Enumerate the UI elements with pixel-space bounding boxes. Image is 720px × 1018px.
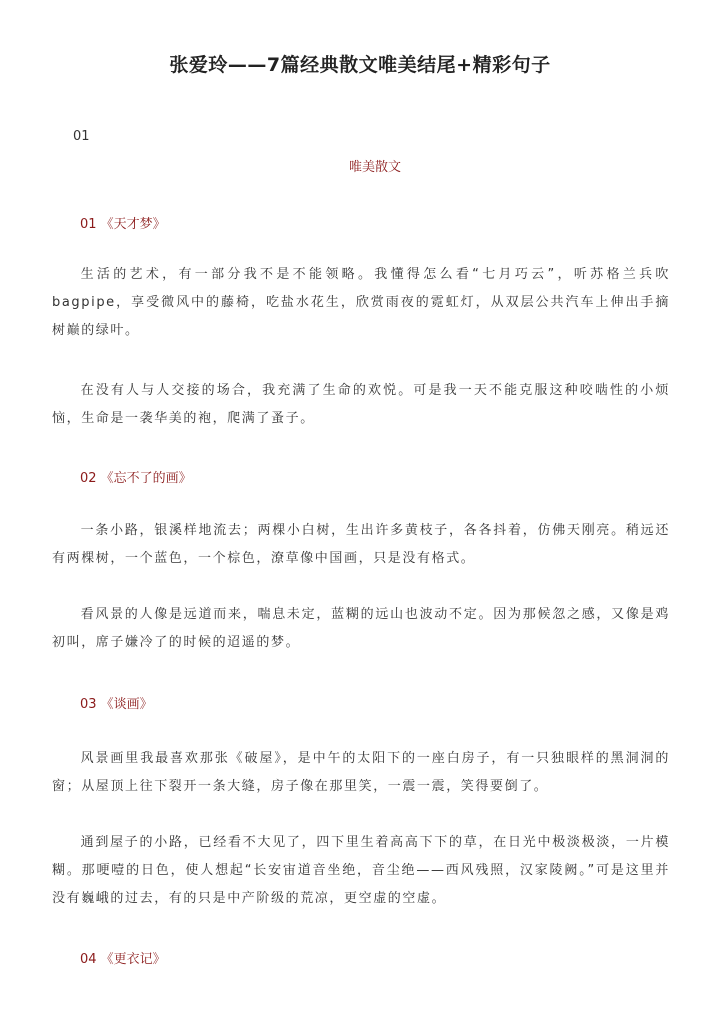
- section-heading: 04 《更衣记》: [80, 952, 166, 967]
- page-title: 张爱玲——7篇经典散文唯美结尾+精彩句子: [169, 54, 551, 76]
- paragraph: 看风景的人像是远道而来，喘息未定，蓝糊的远山也波动不定。因为那候忽之感，又像是鸡初叫，席子嫌冷了的时候的迢遥的梦。: [52, 607, 670, 650]
- paragraph: 风景画里我最喜欢那张《破屋》，是中午的太阳下的一座白房子，有一只独眼样的黑洞洞的窗；从屋顶上往下裂开一条大缝，房子像在那里笑，一震一震，笑得要倒了。: [52, 751, 670, 794]
- subtitle: 唯美散文: [348, 160, 401, 175]
- intro-number: 01: [73, 129, 90, 144]
- section-heading: 02 《忘不了的画》: [80, 471, 192, 486]
- paragraph: 一条小路，银溪样地流去；两棵小白树，生出许多黄枝子，各各抖着，仿佛天刚亮。稍远还有两棵树，一个蓝色，一个棕色，潦草像中国画，只是没有格式。: [52, 523, 670, 566]
- paragraph: 生活的艺术，有一部分我不是不能领略。我懂得怎么看“七月巧云”，听苏格兰兵吹bagpipe，享受微风中的藤椅，吃盐水花生，欣赏雨夜的霓虹灯，从双层公共汽车上伸出手摘树巅的绿叶。: [52, 267, 670, 338]
- paragraph: 在没有人与人交接的场合，我充满了生命的欢悦。可是我一天不能克服这种咬啮性的小烦恼，生命是一袭华美的袍，爬满了蚤子。: [52, 383, 670, 426]
- paragraph: 通到屋子的小路，已经看不大见了，四下里生着高高下下的草，在日光中极淡极淡，一片模糊。那哽噎的日色，使人想起“长安宙道音坐绝，音尘绝——西风残照，汉家陵阙。”可是这里并没有巍峨的过去，有的只是中产阶级的荒凉，更空虚的空虚。: [52, 835, 670, 906]
- section-heading: 03 《谈画》: [80, 697, 153, 712]
- section-heading: 01 《天才梦》: [80, 217, 166, 232]
